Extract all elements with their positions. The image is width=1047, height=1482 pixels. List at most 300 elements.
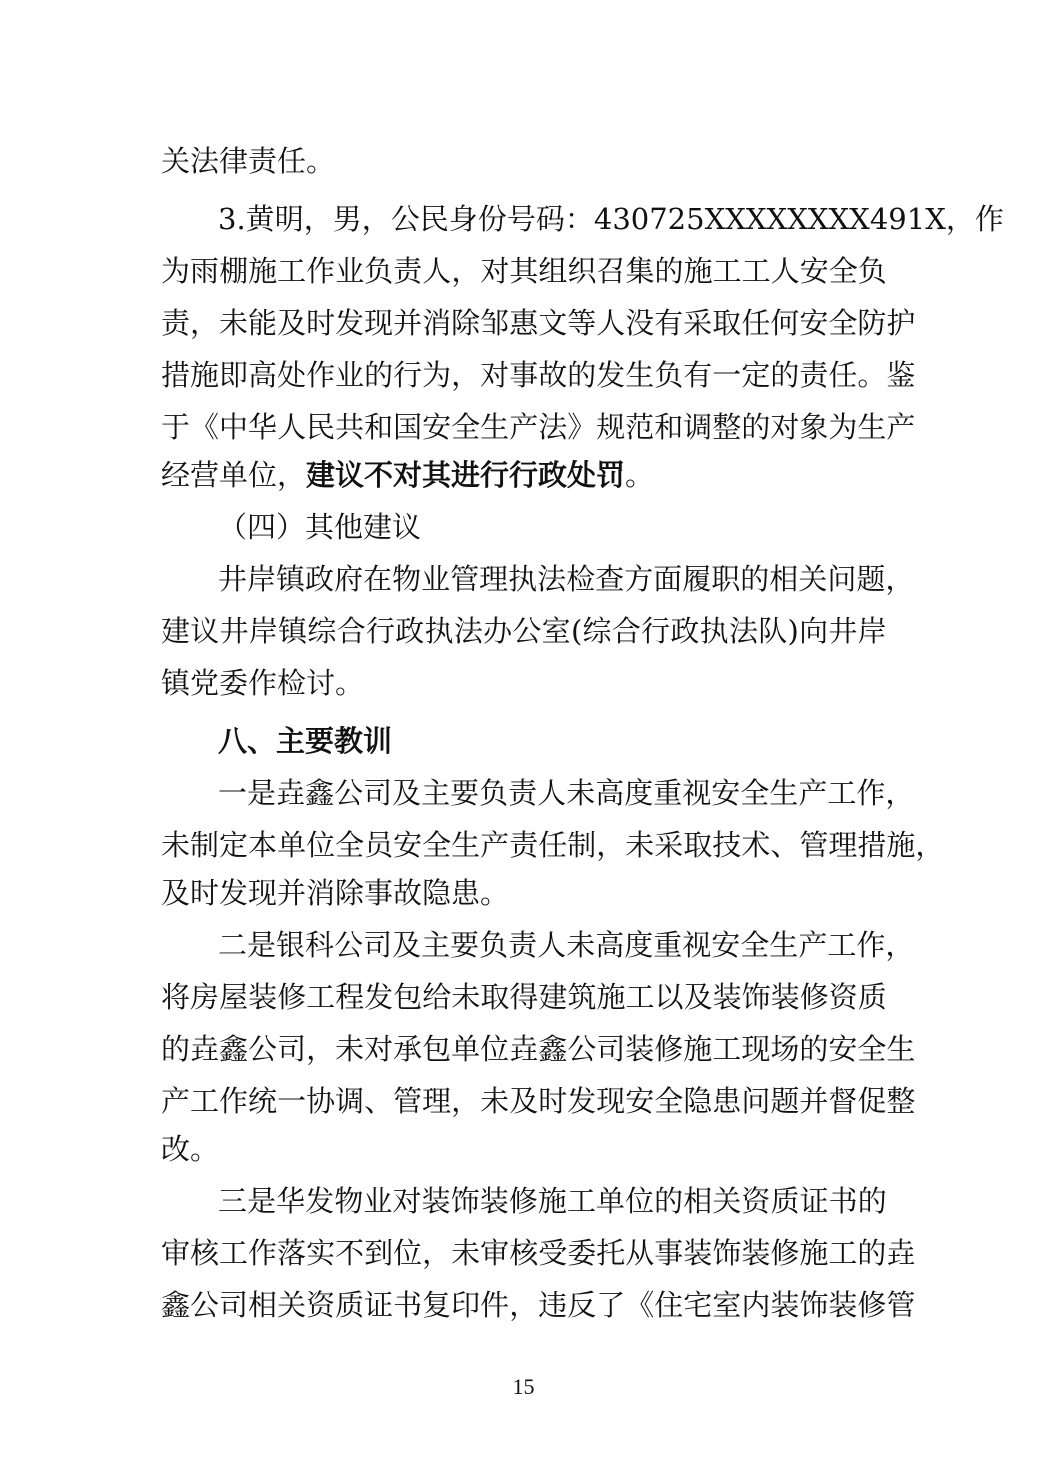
glyph: 生 xyxy=(451,828,481,862)
glyph: 修 xyxy=(654,1032,684,1066)
glyph: 物 xyxy=(392,562,422,596)
glyph: 全 xyxy=(422,828,452,862)
glyph: 队 xyxy=(758,614,788,648)
glyph: 现 xyxy=(596,1084,626,1118)
glyph: 书 xyxy=(828,1184,858,1218)
paragraph-line xyxy=(161,825,945,865)
glyph: 复 xyxy=(422,1288,452,1322)
glyph: 面 xyxy=(653,562,683,596)
glyph: 法 xyxy=(453,614,483,648)
glyph: 产 xyxy=(798,776,828,810)
glyph: X xyxy=(925,202,946,236)
glyph: 装 xyxy=(683,1236,713,1270)
glyph: 法 xyxy=(537,562,567,596)
glyph: 定 xyxy=(219,828,249,862)
paragraph-line xyxy=(218,199,1004,239)
glyph: 二 xyxy=(218,928,248,962)
glyph: 以 xyxy=(654,980,684,1014)
glyph: 并 xyxy=(393,306,423,340)
glyph: 2 xyxy=(667,202,687,236)
glyph: 责 xyxy=(508,776,538,810)
line-text: 。 xyxy=(625,458,655,492)
glyph: 室 xyxy=(541,614,571,648)
glyph: 对 xyxy=(480,254,510,288)
glyph: 法 xyxy=(728,614,758,648)
glyph: 防 xyxy=(857,306,887,340)
glyph: 发 xyxy=(335,306,365,340)
glyph: 核 xyxy=(509,1236,539,1270)
glyph: 饰 xyxy=(712,1236,742,1270)
glyph: 全 xyxy=(828,306,858,340)
glyph: 施 xyxy=(537,1184,567,1218)
glyph: 相 xyxy=(769,562,799,596)
glyph: 未 xyxy=(480,1084,510,1118)
glyph: 共 xyxy=(335,410,365,444)
glyph: 象 xyxy=(799,410,829,444)
glyph: 垚 xyxy=(190,1032,220,1066)
glyph: 责 xyxy=(393,254,423,288)
glyph: 到 xyxy=(364,1236,394,1270)
glyph: X xyxy=(807,202,829,236)
glyph: 一 xyxy=(277,1084,307,1118)
glyph: 人 xyxy=(422,254,452,288)
glyph: 公 xyxy=(248,1032,278,1066)
glyph: 对 xyxy=(364,1032,394,1066)
glyph: 托 xyxy=(596,1236,626,1270)
glyph: 邹 xyxy=(480,306,510,340)
glyph: 了 xyxy=(596,1288,626,1322)
glyph: 作 xyxy=(856,928,886,962)
glyph: 时 xyxy=(306,306,336,340)
glyph: 施 xyxy=(248,254,278,288)
glyph: 全 xyxy=(654,1084,684,1118)
glyph: X xyxy=(725,202,746,236)
glyph: 建 xyxy=(538,980,568,1014)
paragraph-line: 改。 xyxy=(161,1132,220,1166)
glyph: 工 xyxy=(712,254,742,288)
glyph: 码 xyxy=(535,202,565,236)
glyph: 给 xyxy=(422,980,452,1014)
glyph: 4 xyxy=(593,202,613,236)
glyph: 的 xyxy=(567,358,597,392)
glyph: 视 xyxy=(682,776,712,810)
glyph: 相 xyxy=(683,1184,713,1218)
glyph: 织 xyxy=(567,254,597,288)
glyph: 垚 xyxy=(276,776,306,810)
glyph: 工 xyxy=(741,254,771,288)
recommendation-text: 建议不对其进行行政处罚 xyxy=(306,458,626,492)
glyph: 是 xyxy=(247,928,277,962)
glyph: 主 xyxy=(421,928,451,962)
glyph: 装 xyxy=(479,1184,509,1218)
glyph: 业 xyxy=(335,254,365,288)
glyph: 方 xyxy=(624,562,654,596)
glyph: . xyxy=(236,202,246,236)
glyph: 生 xyxy=(769,928,799,962)
glyph: 全 xyxy=(740,776,770,810)
glyph: 未 xyxy=(335,1032,365,1066)
paragraph-line xyxy=(218,1181,887,1221)
glyph: 9 xyxy=(888,202,907,236)
glyph: 重 xyxy=(653,776,683,810)
glyph: 督 xyxy=(828,1084,858,1118)
glyph: 整 xyxy=(712,410,742,444)
glyph: 采 xyxy=(683,306,713,340)
glyph: 黄 xyxy=(245,202,275,236)
glyph: 公 xyxy=(334,776,364,810)
glyph: 产 xyxy=(509,410,539,444)
glyph: 装 xyxy=(770,980,800,1014)
glyph: 民 xyxy=(419,202,449,236)
glyph: 召 xyxy=(596,254,626,288)
glyph: 将 xyxy=(161,980,191,1014)
glyph: 建 xyxy=(161,614,191,648)
glyph: 及 xyxy=(392,776,422,810)
glyph: 岸 xyxy=(857,614,887,648)
glyph: 5 xyxy=(686,202,705,236)
glyph: 及 xyxy=(277,306,307,340)
glyph: 度 xyxy=(624,776,654,810)
glyph: 审 xyxy=(161,1236,191,1270)
glyph: 人 xyxy=(537,776,567,810)
glyph: 定 xyxy=(741,358,771,392)
glyph: ) xyxy=(787,614,799,648)
glyph: 包 xyxy=(393,980,423,1014)
paragraph-line xyxy=(161,251,887,291)
glyph: 处 xyxy=(277,358,307,392)
glyph: 承 xyxy=(393,1032,423,1066)
glyph: 职 xyxy=(711,562,741,596)
glyph: X xyxy=(704,202,726,236)
glyph: 7 xyxy=(649,202,668,236)
glyph: 管 xyxy=(886,1288,916,1322)
glyph: 办 xyxy=(483,614,513,648)
glyph: 未 xyxy=(451,980,481,1014)
glyph: 。 xyxy=(857,358,887,392)
glyph: ， xyxy=(509,1288,539,1322)
glyph: 施 xyxy=(799,1236,829,1270)
glyph: 包 xyxy=(422,1032,452,1066)
paragraph-line xyxy=(161,355,916,395)
glyph: 政 xyxy=(670,614,700,648)
glyph: 向 xyxy=(799,614,829,648)
paragraph-line xyxy=(161,1285,916,1325)
glyph: 关 xyxy=(277,1288,307,1322)
glyph: 位 xyxy=(393,1236,423,1270)
glyph: ， xyxy=(885,776,915,810)
glyph: 工 xyxy=(827,928,857,962)
glyph: 得 xyxy=(509,980,539,1014)
glyph: 要 xyxy=(450,776,480,810)
glyph: 事 xyxy=(509,358,539,392)
glyph: 的 xyxy=(741,410,771,444)
paragraph-line xyxy=(161,1029,916,1069)
glyph: 未 xyxy=(566,928,596,962)
glyph: 份 xyxy=(477,202,507,236)
glyph: 对 xyxy=(392,1184,422,1218)
glyph: 没 xyxy=(625,306,655,340)
glyph: 民 xyxy=(306,410,336,444)
glyph: 、 xyxy=(364,1084,394,1118)
glyph: 产 xyxy=(886,410,916,444)
glyph: 履 xyxy=(682,562,712,596)
glyph: 措 xyxy=(857,828,887,862)
glyph: 从 xyxy=(625,1236,655,1270)
glyph: 棚 xyxy=(219,254,249,288)
glyph: 协 xyxy=(306,1084,336,1118)
glyph: 筑 xyxy=(567,980,597,1014)
glyph: 人 xyxy=(277,410,307,444)
glyph: 政 xyxy=(395,614,425,648)
glyph: 问 xyxy=(827,562,857,596)
glyph: 措 xyxy=(161,358,191,392)
glyph: 组 xyxy=(538,254,568,288)
glyph: ： xyxy=(564,202,594,236)
glyph: 1 xyxy=(906,202,926,236)
glyph: 三 xyxy=(218,1184,248,1218)
glyph: 术 xyxy=(741,828,771,862)
glyph: 为 xyxy=(161,254,191,288)
glyph: 任 xyxy=(741,306,771,340)
glyph: 高 xyxy=(595,776,625,810)
subsection-heading: （四）其他建议 xyxy=(218,510,422,544)
glyph: 》 xyxy=(567,410,597,444)
glyph: 业 xyxy=(363,1184,393,1218)
glyph: 员 xyxy=(364,828,394,862)
glyph: 饰 xyxy=(741,980,771,1014)
glyph: 高 xyxy=(595,928,625,962)
glyph: 检 xyxy=(566,562,596,596)
glyph: 集 xyxy=(625,254,655,288)
glyph: 生 xyxy=(857,410,887,444)
glyph: 惠 xyxy=(509,306,539,340)
glyph: 负 xyxy=(479,776,509,810)
glyph: 重 xyxy=(653,928,683,962)
glyph: 合 xyxy=(336,614,366,648)
glyph: 安 xyxy=(711,928,741,962)
glyph: 证 xyxy=(799,1184,829,1218)
glyph: 合 xyxy=(611,614,641,648)
glyph: 垚 xyxy=(509,1032,539,1066)
glyph: 法 xyxy=(538,410,568,444)
glyph: 司 xyxy=(596,1032,626,1066)
glyph: 有 xyxy=(654,306,684,340)
glyph: 一 xyxy=(712,358,742,392)
glyph: 身 xyxy=(448,202,478,236)
glyph: 落 xyxy=(277,1236,307,1270)
glyph: 未 xyxy=(566,776,596,810)
glyph: 井 xyxy=(219,614,249,648)
glyph: 在 xyxy=(363,562,393,596)
glyph: 事 xyxy=(654,1236,684,1270)
section-heading: 八、主要教训 xyxy=(218,724,393,758)
glyph: 生 xyxy=(769,776,799,810)
glyph: 司 xyxy=(363,776,393,810)
glyph: 修 xyxy=(857,1288,887,1322)
glyph: 为 xyxy=(828,410,858,444)
glyph: 任 xyxy=(538,828,568,862)
glyph: 华 xyxy=(248,410,278,444)
glyph: X xyxy=(828,202,850,236)
glyph: 安 xyxy=(828,1032,858,1066)
glyph: 问 xyxy=(741,1084,771,1118)
glyph: 其 xyxy=(509,254,539,288)
glyph: 管 xyxy=(799,828,829,862)
glyph: 责 xyxy=(161,306,191,340)
glyph: 制 xyxy=(567,828,597,862)
glyph: 工 xyxy=(306,980,336,1014)
glyph: 科 xyxy=(305,928,335,962)
glyph: 《 xyxy=(190,410,220,444)
glyph: 件 xyxy=(480,1288,510,1322)
glyph: 发 xyxy=(596,358,626,392)
glyph: 委 xyxy=(567,1236,597,1270)
glyph: 隐 xyxy=(683,1084,713,1118)
glyph: 现 xyxy=(364,306,394,340)
glyph: 室 xyxy=(712,1288,742,1322)
glyph: 饰 xyxy=(799,1288,829,1322)
glyph: 安 xyxy=(799,254,829,288)
glyph: 关 xyxy=(798,562,828,596)
glyph: 一 xyxy=(218,776,248,810)
glyph: 发 xyxy=(305,1184,335,1218)
glyph: X xyxy=(766,202,788,236)
paragraph-line xyxy=(161,1081,916,1121)
glyph: 工 xyxy=(828,1236,858,1270)
glyph: 题 xyxy=(856,562,886,596)
glyph: 号 xyxy=(506,202,536,236)
glyph: 对 xyxy=(770,410,800,444)
glyph: ， xyxy=(885,562,915,596)
glyph: 作 xyxy=(219,1084,249,1118)
glyph: 违 xyxy=(538,1288,568,1322)
glyph: ， xyxy=(306,1032,336,1066)
glyph: 《 xyxy=(625,1288,655,1322)
glyph: 的 xyxy=(364,358,394,392)
glyph: 制 xyxy=(190,828,220,862)
glyph: ， xyxy=(190,306,220,340)
glyph: ， xyxy=(361,202,391,236)
glyph: 护 xyxy=(886,306,916,340)
glyph: 是 xyxy=(247,776,277,810)
glyph: 负 xyxy=(479,928,509,962)
glyph: ， xyxy=(451,358,481,392)
glyph: 规 xyxy=(596,410,626,444)
glyph: 全 xyxy=(740,928,770,962)
glyph: 的 xyxy=(799,1032,829,1066)
paragraph-line xyxy=(218,773,915,813)
glyph: 装 xyxy=(421,1184,451,1218)
glyph: 核 xyxy=(190,1236,220,1270)
glyph: 鑫 xyxy=(305,776,335,810)
glyph: 责 xyxy=(799,358,829,392)
glyph: 公 xyxy=(190,1288,220,1322)
glyph: 并 xyxy=(799,1084,829,1118)
glyph: 作 xyxy=(856,776,886,810)
glyph: 装 xyxy=(712,980,742,1014)
glyph: 查 xyxy=(595,562,625,596)
glyph: ， xyxy=(885,928,915,962)
glyph: 技 xyxy=(712,828,742,862)
glyph: 的 xyxy=(857,1184,887,1218)
glyph: 镇 xyxy=(276,562,306,596)
paragraph-line xyxy=(218,559,915,599)
glyph: 现 xyxy=(741,1032,771,1066)
glyph: 的 xyxy=(654,1184,684,1218)
glyph: 执 xyxy=(424,614,454,648)
paragraph-line xyxy=(161,303,916,343)
glyph: 华 xyxy=(276,1184,306,1218)
glyph: 物 xyxy=(334,1184,364,1218)
glyph: 行 xyxy=(641,614,671,648)
glyph: ， xyxy=(303,202,333,236)
glyph: 装 xyxy=(828,1288,858,1322)
glyph: 和 xyxy=(654,410,684,444)
glyph: 施 xyxy=(683,254,713,288)
glyph: 0 xyxy=(630,202,650,236)
glyph: 主 xyxy=(421,776,451,810)
glyph: 促 xyxy=(857,1084,887,1118)
glyph: 除 xyxy=(451,306,481,340)
glyph: 议 xyxy=(190,614,220,648)
glyph: 饰 xyxy=(450,1184,480,1218)
glyph: 负 xyxy=(857,254,887,288)
glyph: 4 xyxy=(869,202,889,236)
glyph: 公 xyxy=(390,202,420,236)
glyph: 国 xyxy=(393,410,423,444)
glyph: 责 xyxy=(509,828,539,862)
glyph: 证 xyxy=(364,1288,394,1322)
glyph: 责 xyxy=(508,928,538,962)
glyph: 井 xyxy=(828,614,858,648)
glyph: 鉴 xyxy=(886,358,916,392)
glyph: 雨 xyxy=(190,254,220,288)
glyph: 调 xyxy=(335,1084,365,1118)
glyph: 司 xyxy=(219,1288,249,1322)
glyph: 施 xyxy=(596,980,626,1014)
glyph: 安 xyxy=(422,410,452,444)
glyph: 消 xyxy=(422,306,452,340)
glyph: 工 xyxy=(827,776,857,810)
glyph: 负 xyxy=(364,254,394,288)
glyph: 未 xyxy=(161,828,191,862)
paragraph-line xyxy=(161,611,887,651)
glyph: 司 xyxy=(363,928,393,962)
glyph: 质 xyxy=(770,1184,800,1218)
glyph: 行 xyxy=(365,614,395,648)
glyph: 执 xyxy=(508,562,538,596)
glyph: 装 xyxy=(248,980,278,1014)
glyph: 的 xyxy=(770,358,800,392)
glyph: 工 xyxy=(277,254,307,288)
glyph: 及 xyxy=(683,980,713,1014)
glyph: 全 xyxy=(857,1032,887,1066)
glyph: 工 xyxy=(712,1032,742,1066)
glyph: 装 xyxy=(625,1032,655,1066)
glyph: 为 xyxy=(422,358,452,392)
glyph: 、 xyxy=(770,828,800,862)
glyph: 综 xyxy=(307,614,337,648)
glyph: 位 xyxy=(625,1184,655,1218)
glyph: 单 xyxy=(451,1032,481,1066)
paragraph-line xyxy=(161,977,887,1017)
glyph: 题 xyxy=(770,1084,800,1118)
glyph: 公 xyxy=(567,1032,597,1066)
glyph: 人 xyxy=(537,928,567,962)
page-number: 15 xyxy=(512,1374,535,1399)
paragraph-line xyxy=(161,1233,916,1273)
glyph: 位 xyxy=(480,1032,510,1066)
